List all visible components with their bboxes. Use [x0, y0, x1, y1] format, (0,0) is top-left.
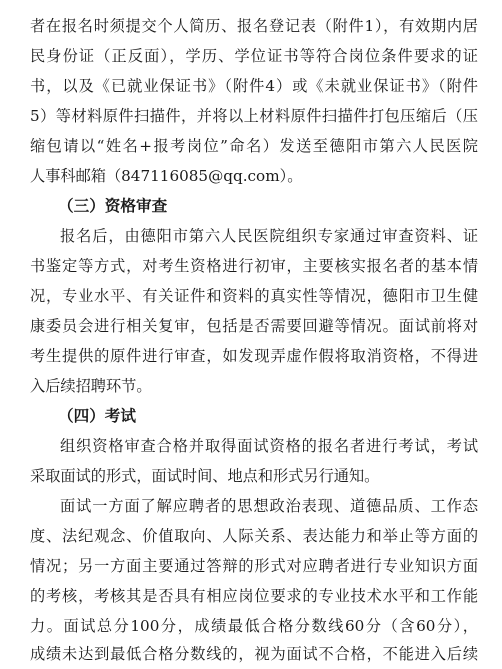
paragraph-line: 组织资格审查合格并取得面试资格的报名者进行考试，考试 — [60, 437, 478, 455]
paragraph-line: 5）等材料原件扫描件，并将以上材料原件扫描件打包压缩后（压 — [30, 107, 478, 125]
section-heading-exam: （四）考试 — [58, 407, 136, 425]
paragraph-line: 考生提供的原件进行审查，如发现弄虚作假将取消资格，不得进 — [30, 347, 478, 365]
paragraph-line: 书鉴定等方式，对考生资格进行初审，主要核实报名者的基本情 — [30, 257, 478, 275]
paragraph-line: 面试一方面了解应聘者的思想政治表现、道德品质、工作态 — [60, 497, 478, 515]
paragraph-line: 报名后，由德阳市第六人民医院组织专家通过审查资料、证 — [60, 227, 478, 245]
paragraph-line: 人事科邮箱（847116085@qq.com）。 — [30, 167, 303, 185]
paragraph-line: 康委员会进行相关复审，包括是否需要回避等情况。面试前将对 — [30, 317, 478, 335]
paragraph-line: 情况；另一方面主要通过答辩的形式对应聘者进行专业知识方面 — [30, 557, 478, 575]
paragraph-line: 的考核，考核其是否具有相应岗位要求的专业技术水平和工作能 — [30, 587, 478, 605]
paragraph-line: 成绩未达到最低合格分数线的，视为面试不合格，不能进入后续 — [30, 645, 478, 663]
paragraph-line: 况，专业水平、有关证件和资料的真实性等情况，德阳市卫生健 — [30, 287, 478, 305]
paragraph-line: 缩包请以“姓名+报考岗位”命名）发送至德阳市第六人民医院 — [30, 137, 478, 155]
paragraph-line: 入后续招聘环节。 — [30, 377, 152, 395]
paragraph-line: 者在报名时须提交个人简历、报名登记表（附件1），有效期内居 — [30, 17, 478, 35]
paragraph-line: 书，以及《已就业保证书》（附件4）或《未就业保证书》（附件 — [30, 77, 478, 95]
section-heading-qualification-review: （三）资格审查 — [58, 197, 168, 215]
paragraph-line: 民身份证（正反面），学历、学位证书等符合岗位条件要求的证 — [30, 47, 478, 65]
paragraph-line: 度、法纪观念、价值取向、人际关系、表达能力和举止等方面的 — [30, 527, 478, 545]
paragraph-line: 力。面试总分100分，成绩最低合格分数线60分（含60分）， — [30, 617, 478, 635]
paragraph-line: 采取面试的形式，面试时间、地点和形式另行通知。 — [30, 467, 380, 485]
